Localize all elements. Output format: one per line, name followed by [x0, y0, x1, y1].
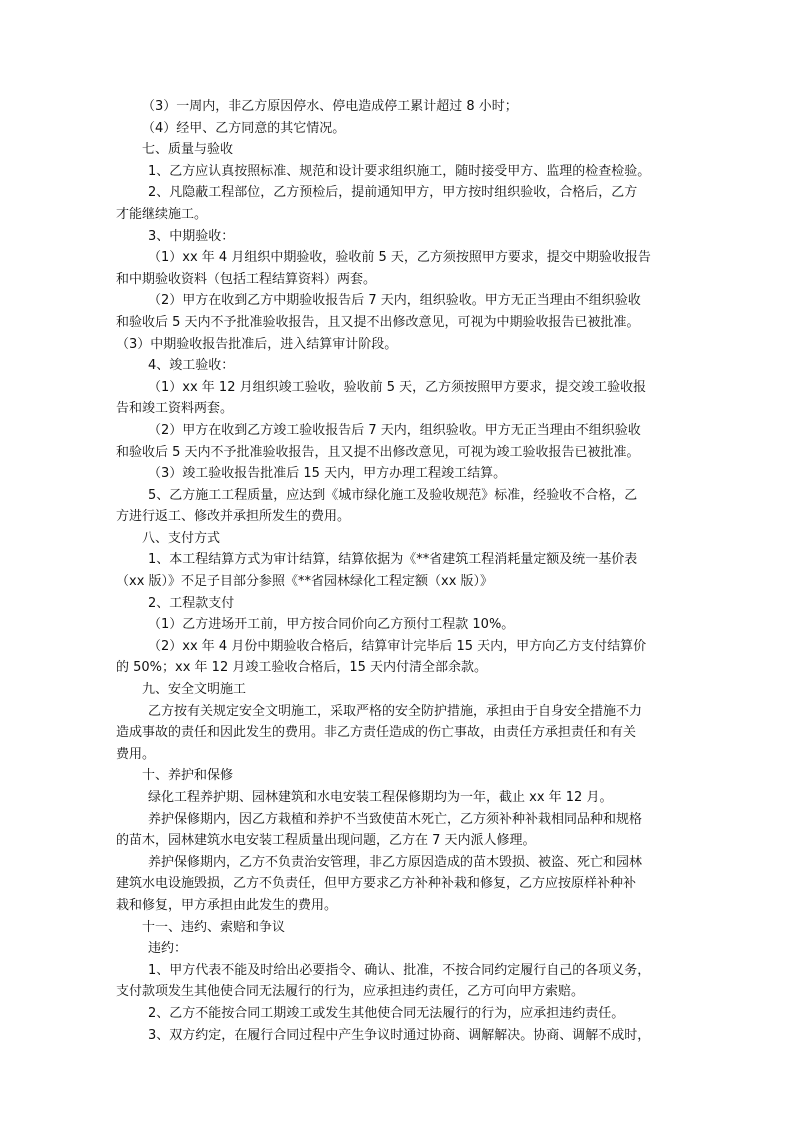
text-line: 3、双方约定，在履行合同过程中产生争议时通过协商、调解解决。协商、调解不成时，	[148, 1027, 651, 1043]
text-line: （1）乙方进场开工前，甲方按合同价向乙方预付工程款 10%。	[148, 617, 515, 633]
section-heading: 九、安全文明施工	[142, 682, 247, 698]
text-line: 和验收后 5 天内不予批准验收报告，且又提不出修改意见，可视为竣工验收报告已被批准。	[116, 444, 640, 460]
text-line: （xx 版）》不足子目部分参照《**省园林绿化工程定额（xx 版）》	[116, 574, 494, 590]
document-page	[116, 96, 686, 1046]
text-line: 2、乙方不能按合同工期竣工或发生其他使合同无法履行的行为，应承担违约责任。	[148, 1005, 625, 1021]
text-line: 2、凡隐蔽工程部位，乙方预检后，提前通知甲方，甲方按时组织验收，合格后，乙方	[148, 185, 638, 201]
text-line: 3、中期验收：	[148, 228, 235, 244]
text-line: （3）竣工验收报告批准后 15 天内，甲方办理工程竣工结算。	[148, 466, 507, 482]
text-line: 的 50%；xx 年 12 月竣工验收合格后，15 天内付清全部余款。	[116, 660, 488, 676]
text-line: （1）xx 年 12 月组织竣工验收，验收前 5 天，乙方须按照甲方要求，提交竣工验收报	[148, 379, 647, 395]
text-line: 1、乙方应认真按照标准、规范和设计要求组织施工，随时接受甲方、监理的检查检验。	[148, 163, 651, 179]
text-line: （2）甲方在收到乙方中期验收报告后 7 天内，组织验收。甲方无正当理由不组织验收	[148, 293, 641, 309]
text-line: （3）一周内，非乙方原因停水、停电造成停工累计超过 8 小时；	[142, 99, 518, 114]
text-line: 乙方按有关规定安全文明施工，采取严格的安全防护措施，承担由于自身安全措施不力	[148, 703, 643, 719]
text-line: 2、工程款支付	[148, 595, 235, 611]
text-line: （4）经甲、乙方同意的其它情况。	[142, 120, 346, 136]
text-line: 养护保修期内，乙方不负责治安管理，非乙方原因造成的苗木毁损、被盗、死亡和园林	[148, 854, 643, 870]
text-line: （2）xx 年 4 月份中期验收合格后，结算审计完毕后 15 天内，甲方向乙方支付结算价	[148, 638, 647, 654]
section-heading: 八、支付方式	[142, 530, 221, 546]
text-line: 方进行返工、修改并承担所发生的费用。	[116, 509, 351, 525]
text-line: 4、竣工验收：	[148, 358, 235, 374]
text-line: 支付款项发生其他使合同无法履行的行为，应承担违约责任，乙方可向甲方索赔。	[116, 984, 585, 1000]
section-heading: 十一、违约、索赔和争议	[142, 919, 286, 935]
text-line: 1、甲方代表不能及时给出必要指令、确认、批准，不按合同约定履行自己的各项义务，	[148, 962, 651, 978]
text-line: 告和竣工资料两套。	[116, 401, 234, 417]
text-line: 才能继续施工。	[116, 206, 208, 222]
text-line: 绿化工程养护期、园林建筑和水电安装工程保修期均为一年，截止 xx 年 12 月。	[148, 790, 613, 805]
section-heading: 十、养护和保修	[142, 768, 234, 784]
text-line: 栽和修复，甲方承担由此发生的费用。	[116, 897, 338, 913]
text-line: （1）xx 年 4 月组织中期验收，验收前 5 天，乙方须按照甲方要求，提交中期验收报告	[148, 250, 651, 266]
text-line: （3）中期验收报告批准后，进入结算审计阶段。	[116, 336, 398, 352]
text-line: 1、本工程结算方式为审计结算，结算依据为《**省建筑工程消耗量定额及统一基价表	[148, 552, 638, 568]
text-line: 的苗木，园林建筑水电安装工程质量出现问题，乙方在 7 天内派人修理。	[116, 833, 536, 849]
text-line: 养护保修期内，因乙方栽植和养护不当致使苗木死亡，乙方须补种补栽相同品种和规格	[148, 811, 643, 827]
text-line: 5、乙方施工工程质量，应达到《城市绿化施工及验收规范》标准，经验收不合格，乙	[148, 487, 638, 503]
text-line: （2）甲方在收到乙方竣工验收报告后 7 天内，组织验收。甲方无正当理由不组织验收	[148, 422, 641, 438]
text-line: 违约：	[148, 941, 188, 957]
text-line: 费用。	[116, 746, 156, 762]
text-line: 造成事故的责任和因此发生的费用。非乙方责任造成的伤亡事故，由责任方承担责任和有关	[116, 725, 637, 741]
text-line: 和中期验收资料（包括工程结算资料）两套。	[116, 271, 377, 287]
text-line: 和验收后 5 天内不予批准验收报告，且又提不出修改意见，可视为中期验收报告已被批准。	[116, 314, 640, 330]
section-heading: 七、质量与验收	[142, 142, 234, 158]
text-line: 建筑水电设施毁损，乙方不负责任，但甲方要求乙方补种补栽和修复，乙方应按原样补种补	[116, 876, 637, 892]
